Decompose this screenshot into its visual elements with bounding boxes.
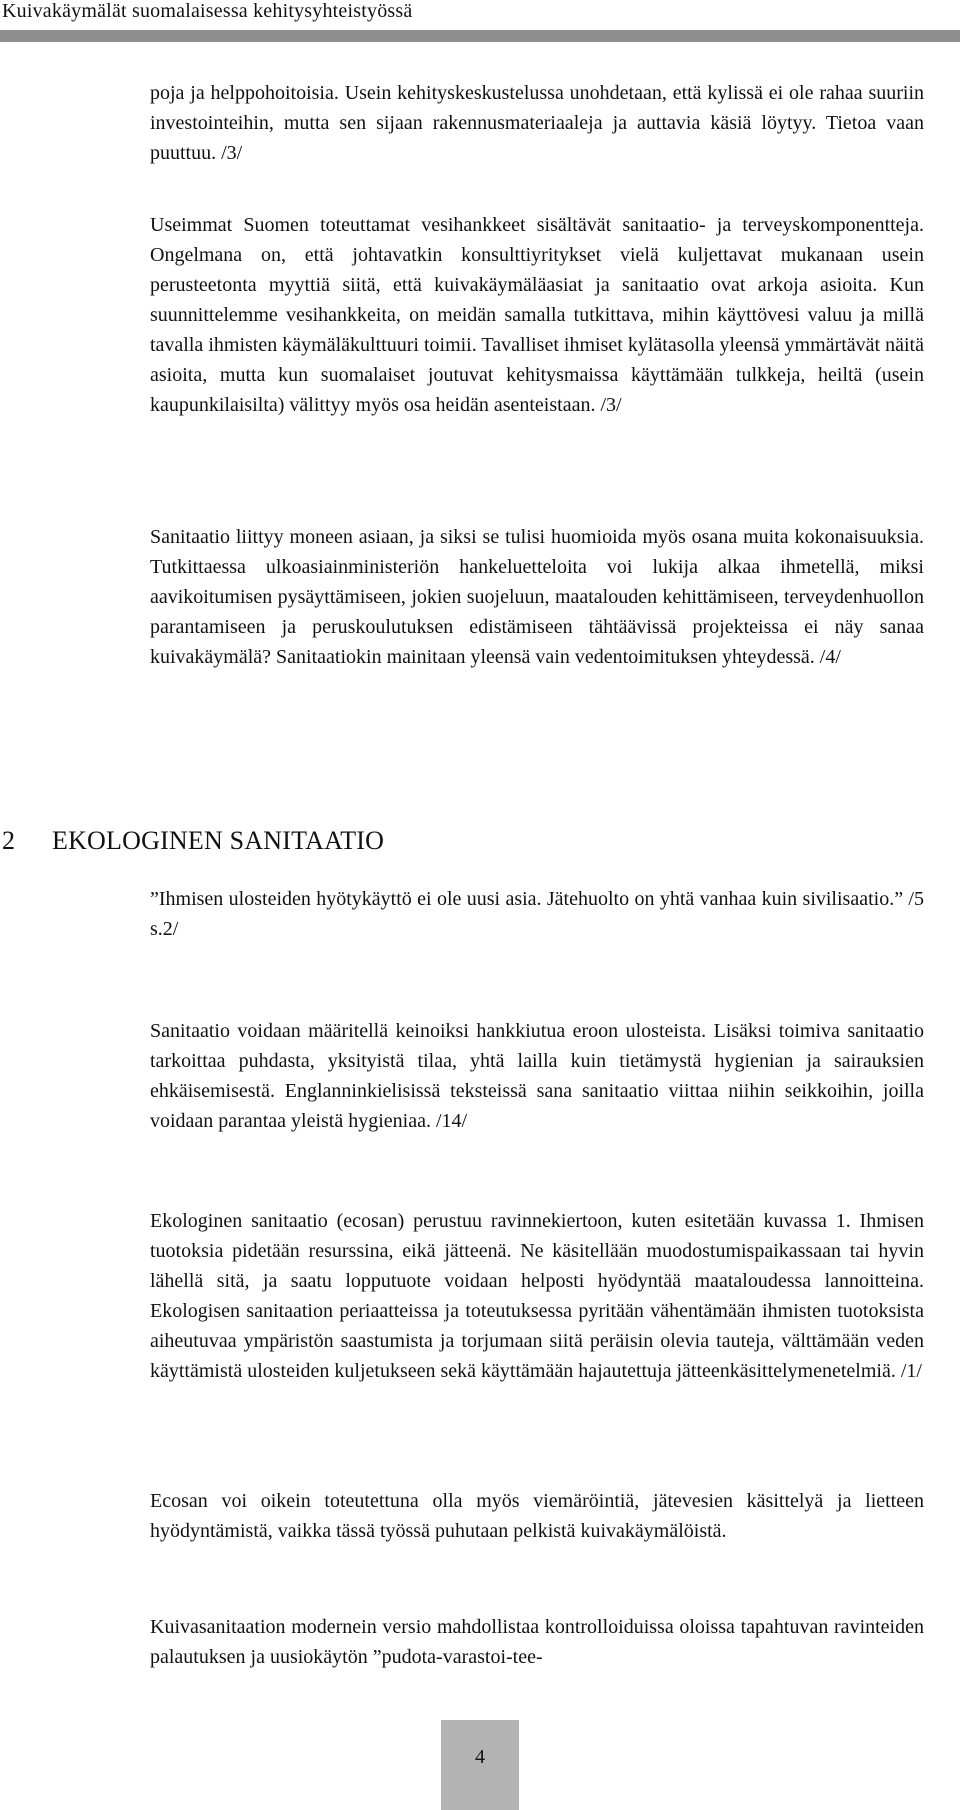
section-number: 2 — [2, 826, 16, 855]
page-number-box — [441, 1720, 519, 1810]
paragraph: Ekologinen sanitaatio (ecosan) perustuu ravinnekiertoon, kuten esitetään kuvassa 1. Ihmisen tuotoksia pidetään resurssina, eikä jätteenä. Ne käsitellään muodostumispaikassaan tai hyvin lähellä sitä, ja saatu lopputuote voidaan helposti hyödyntää maataloudessa lannoitteina. Ekologisen sanitaation periaatteissa ja toteutuksessa pyritään vähentämään ihmisten tuotoksista aiheutuvaa ympäristön saastumista ja torjumaan siitä peräisin olevia tauteja, välttämään veden käyttämistä ulosteiden kuljetukseen sekä käyttämään hajautettuja jätteenkäsittelymenetelmiä. /1/ — [150, 1210, 924, 1382]
section-title: EKOLOGINEN SANITAATIO — [52, 826, 385, 855]
page-number: 4 — [475, 1746, 485, 1768]
section-heading — [2, 826, 384, 856]
paragraph: Kuivasanitaation modernein versio mahdollistaa kontrolloiduissa oloissa tapahtuvan ravinteiden palautuksen ja uusiokäytön ”pudota-varastoi-tee- — [150, 1616, 924, 1668]
running-header-title: Kuivakäymälät suomalaisessa kehitysyhteistyössä — [2, 0, 413, 22]
running-header — [0, 0, 960, 42]
paragraph: poja ja helppohoitoisia. Usein kehityskeskustelussa unohdetaan, että kylissä ei ole rahaa suuriin investointeihin, mutta sen sijaan rakennusmateriaaleja ja auttavia käsiä löytyy. Tietoa vaan puuttuu. /3/ — [150, 82, 924, 164]
paragraph: Sanitaatio liittyy moneen asiaan, ja siksi se tulisi huomioida myös osana muita kokonaisuuksia. Tutkittaessa ulkoasiainministeriön hankeluetteloita voi lukija alkaa ihmetellä, miksi aavikoitumisen pysäyttämiseen, jokien suojeluun, maatalouden kehittämiseen, terveydenhuollon parantamiseen ja peruskoulutuksen edistämiseen tähtäävissä projekteissa ei näy sanaa kuivakäymälä? Sanitaatiokin mainitaan yleensä vain vedentoimituksen yhteydessä. /4/ — [150, 526, 924, 668]
paragraph: Ecosan voi oikein toteutettuna olla myös viemäröintiä, jätevesien käsittelyä ja lietteen hyödyntämistä, vaikka tässä työssä puhutaan pelkistä kuivakäymälöistä. — [150, 1490, 924, 1542]
paragraph: Sanitaatio voidaan määritellä keinoiksi hankkiutua eroon ulosteista. Lisäksi toimiva sanitaatio tarkoittaa puhdasta, yksityistä tilaa, yhtä lailla kuin tietämystä hygienian ja sairauksien ehkäisemisestä. Englanninkielisissä teksteissä sana sanitaatio viittaa niihin seikkoihin, joilla voidaan parantaa yleistä hygieniaa. /14/ — [150, 1020, 924, 1132]
header-divider-bar — [0, 30, 960, 42]
quote-paragraph: ”Ihmisen ulosteiden hyötykäyttö ei ole uusi asia. Jätehuolto on yhtä vanhaa kuin sivilisaatio.” /5 s.2/ — [150, 888, 924, 940]
paragraph: Useimmat Suomen toteuttamat vesihankkeet sisältävät sanitaatio- ja terveyskomponentteja. Ongelmana on, että johtavatkin konsulttiyritykset vielä kuljettavat mukanaan usein perusteetonta myyttiä siitä, että kuivakäymäläasiat ja sanitaatio ovat arkoja asioita. Kun suunnittelemme vesihankkeita, on meidän samalla tutkittava, mihin käyttövesi valuu ja millä tavalla ihmisten käymäläkulttuuri toimii. Tavalliset ihmiset kylätasolla yleensä ymmärtävät näitä asioita, mutta kun suomalaiset joutuvat kehitysmaissa käyttämään tulkkeja, heiltä (usein kaupunkilaisilta) välittyy myös osa heidän asenteistaan. /3/ — [150, 214, 924, 416]
